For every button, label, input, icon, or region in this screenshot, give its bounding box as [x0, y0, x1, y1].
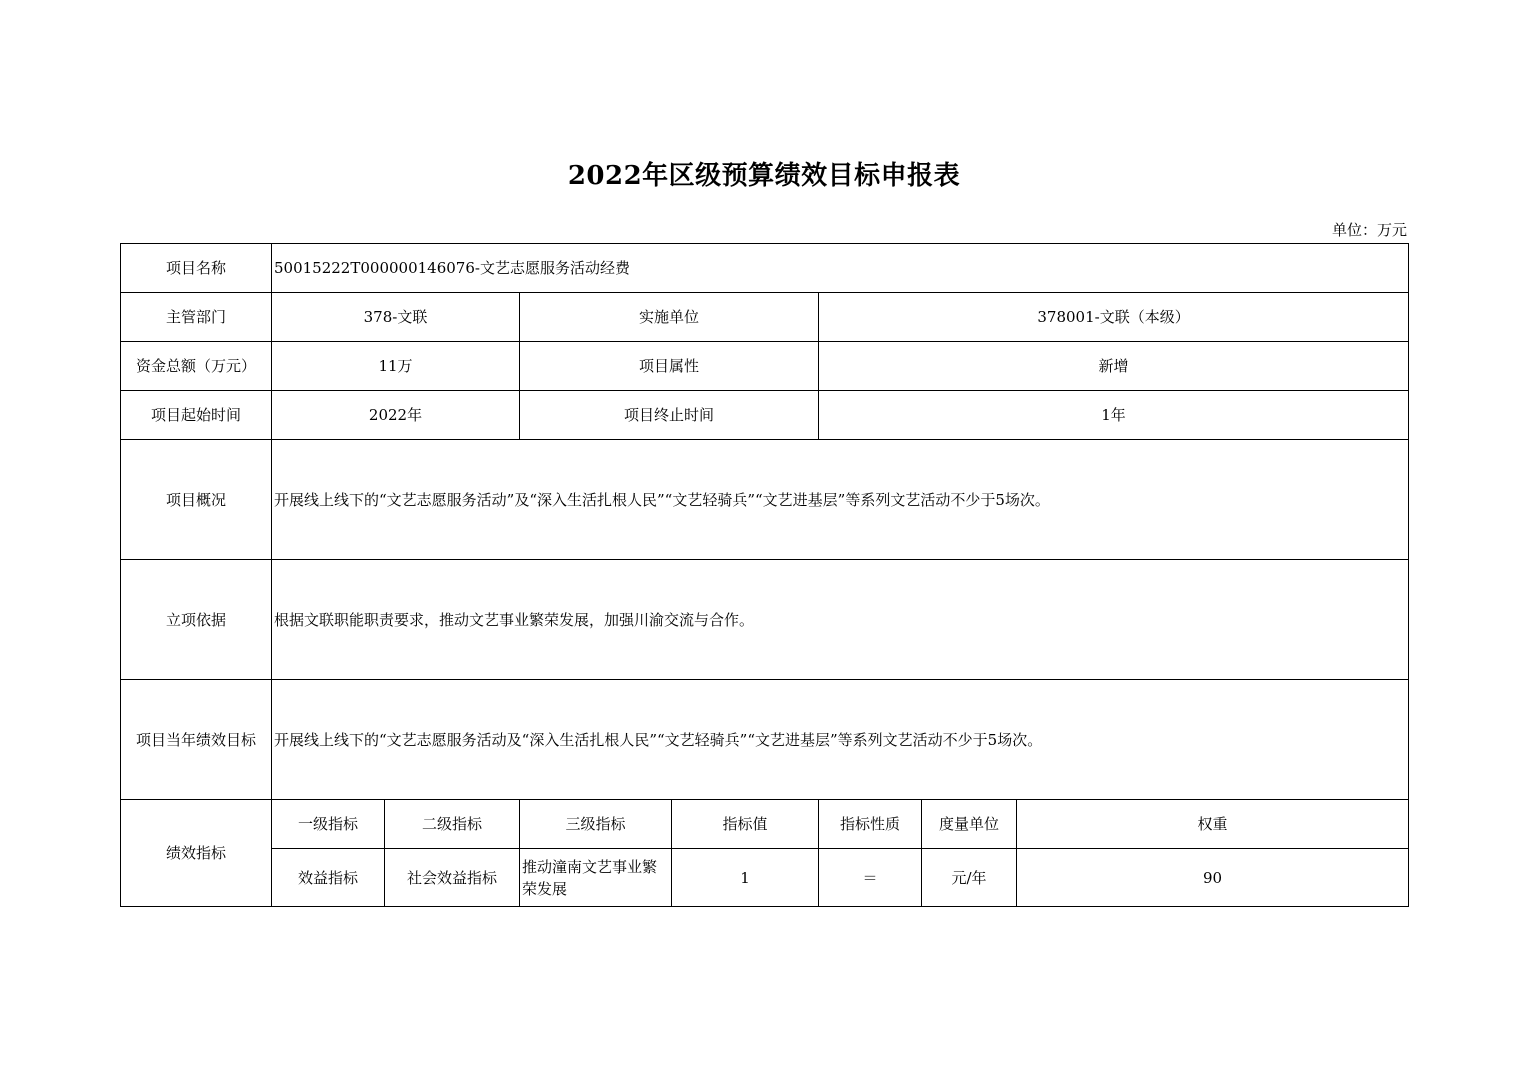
table-row [121, 391, 1409, 440]
indicator-value: 1 [672, 849, 819, 907]
overview-value: 开展线上线下的“文艺志愿服务活动”及“深入生活扎根人民”“文艺轻骑兵”“文艺进基层”等系列文艺活动不少于5场次。 [272, 440, 1409, 560]
basis-value: 根据文联职能职责要求，推动文艺事业繁荣发展，加强川渝交流与合作。 [272, 560, 1409, 680]
project-name-label: 项目名称 [121, 244, 272, 293]
start-time-value: 2022年 [272, 391, 520, 440]
implementing-unit-value: 378001-文联（本级） [819, 293, 1409, 342]
header-unit: 度量单位 [922, 800, 1017, 849]
indicator-unit: 元/年 [922, 849, 1017, 907]
project-attribute-value: 新增 [819, 342, 1409, 391]
header-nature: 指标性质 [819, 800, 922, 849]
start-time-label: 项目起始时间 [121, 391, 272, 440]
department-label: 主管部门 [121, 293, 272, 342]
indicator-section-label: 绩效指标 [121, 800, 272, 907]
implementing-unit-label: 实施单位 [520, 293, 819, 342]
total-fund-value: 11万 [272, 342, 520, 391]
header-level1: 一级指标 [272, 800, 385, 849]
indicator-row [121, 849, 1409, 907]
end-time-label: 项目终止时间 [520, 391, 819, 440]
budget-performance-table [120, 243, 1409, 907]
table-row [121, 440, 1409, 560]
indicator-weight: 90 [1017, 849, 1409, 907]
basis-label: 立项依据 [121, 560, 272, 680]
page-title: 2022年区级预算绩效目标申报表 [567, 161, 961, 191]
indicator-nature: ＝ [819, 849, 922, 907]
table-row [121, 560, 1409, 680]
department-value: 378-文联 [272, 293, 520, 342]
table-row [121, 680, 1409, 800]
table-row [121, 342, 1409, 391]
header-level3: 三级指标 [520, 800, 672, 849]
indicator-header-row [121, 800, 1409, 849]
indicator-level2: 社会效益指标 [385, 849, 520, 907]
end-time-value: 1年 [819, 391, 1409, 440]
project-name-value: 50015222T000000146076-文艺志愿服务活动经费 [272, 244, 1409, 293]
total-fund-label: 资金总额（万元） [121, 342, 272, 391]
project-attribute-label: 项目属性 [520, 342, 819, 391]
header-value: 指标值 [672, 800, 819, 849]
header-level2: 二级指标 [385, 800, 520, 849]
unit-label: 单位：万元 [1331, 221, 1407, 239]
header-weight: 权重 [1017, 800, 1409, 849]
table-row [121, 244, 1409, 293]
annual-goal-label: 项目当年绩效目标 [121, 680, 272, 800]
table-row [121, 293, 1409, 342]
annual-goal-value: 开展线上线下的“文艺志愿服务活动及“深入生活扎根人民”“文艺轻骑兵”“文艺进基层”等系列文艺活动不少于5场次。 [272, 680, 1409, 800]
overview-label: 项目概况 [121, 440, 272, 560]
indicator-level1: 效益指标 [272, 849, 385, 907]
indicator-level3: 推动潼南文艺事业繁荣发展 [520, 849, 672, 907]
